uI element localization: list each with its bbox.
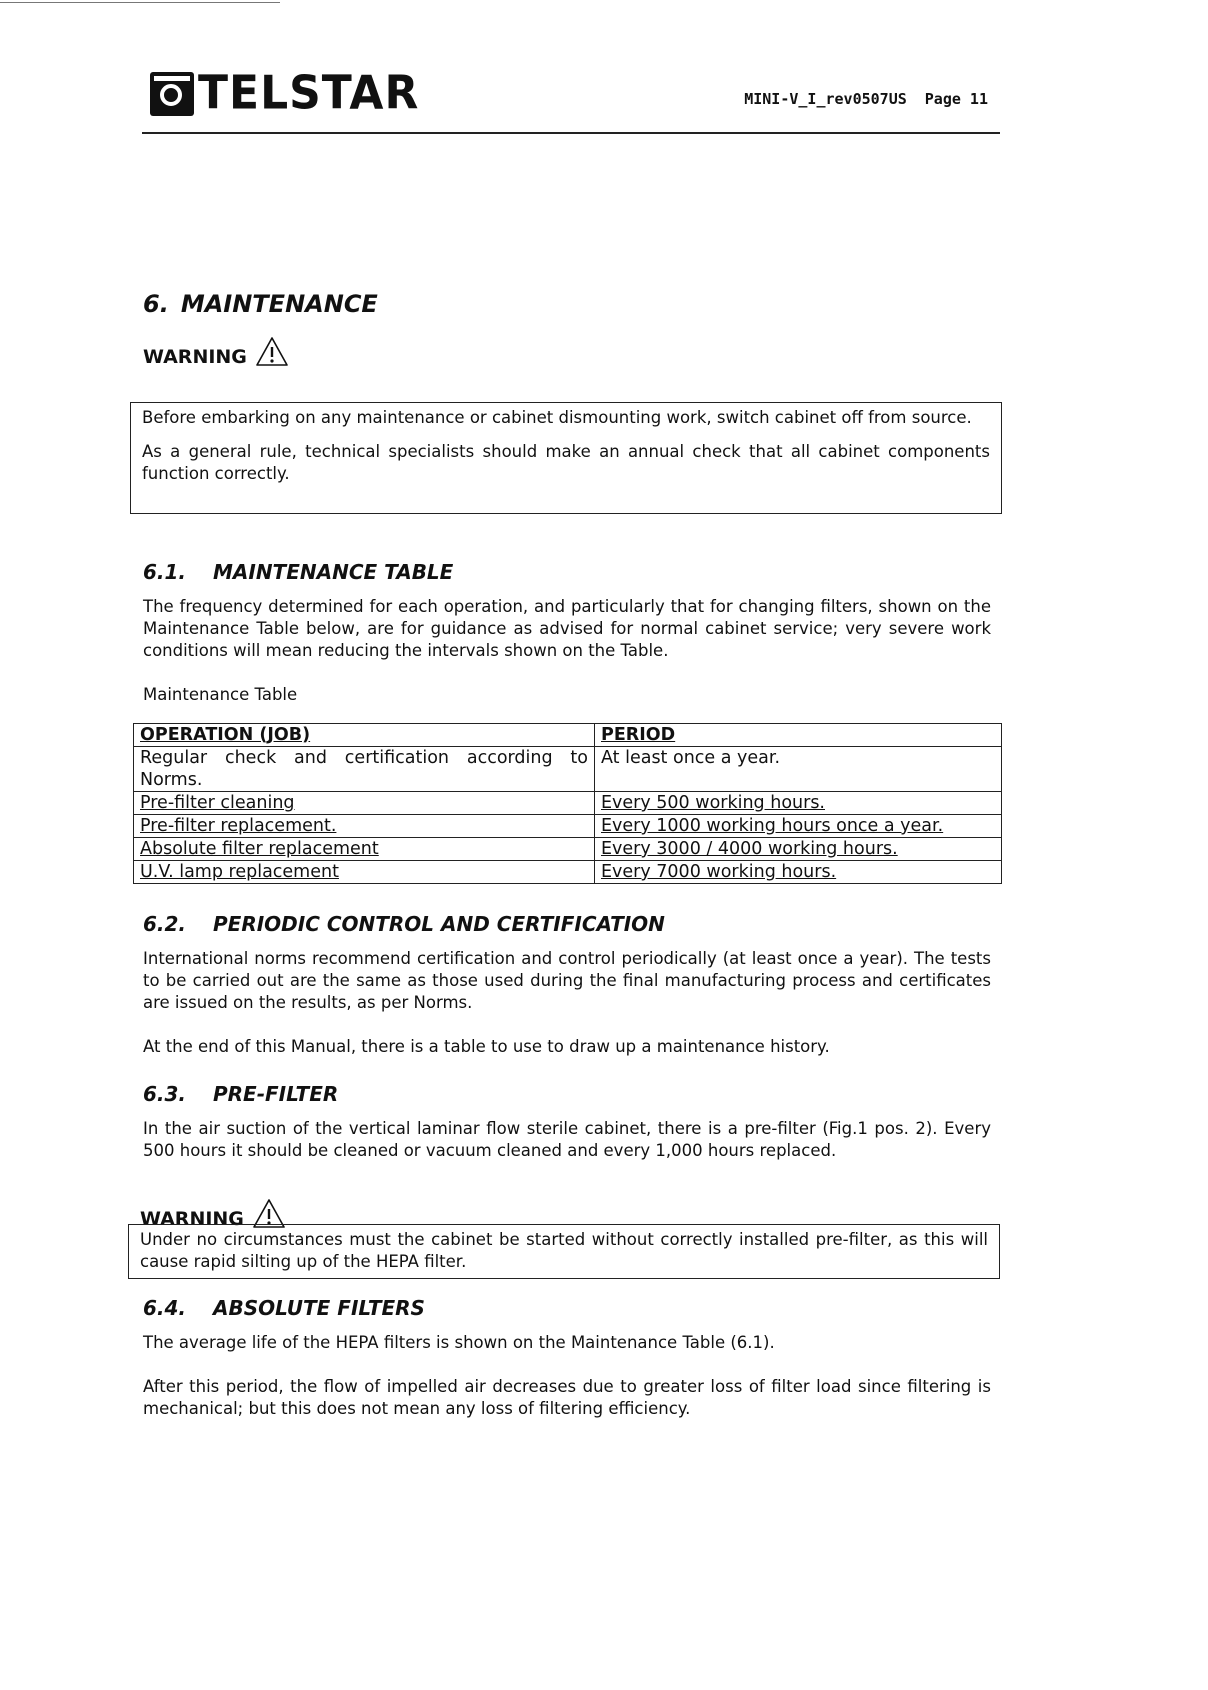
section-heading xyxy=(143,290,378,318)
table-caption: Maintenance Table xyxy=(143,685,298,704)
warning-heading-1 xyxy=(143,336,289,368)
subsection-number: 6.2. xyxy=(143,912,187,936)
operation-cell: Absolute filter replacement xyxy=(134,838,595,861)
subsection-heading-6-2 xyxy=(143,912,665,936)
warning-box-2 xyxy=(128,1224,1000,1279)
column-header: OPERATION (JOB) xyxy=(134,724,595,747)
table-row xyxy=(134,792,1002,815)
subsection-title: PRE-FILTER xyxy=(213,1082,339,1106)
section-number: 6. xyxy=(143,290,169,318)
column-header: PERIOD xyxy=(595,724,1002,747)
paragraph: The average life of the HEPA filters is shown on the Maintenance Table (6.1). xyxy=(143,1333,775,1352)
period-cell: Every 1000 working hours once a year. xyxy=(595,815,1002,838)
operation-cell: Regular check and certification according to Norms. xyxy=(134,747,595,792)
subsection-title: ABSOLUTE FILTERS xyxy=(213,1296,425,1320)
warning-box-1 xyxy=(130,402,1002,514)
page-number: Page 11 xyxy=(924,90,988,108)
subsection-number: 6.1. xyxy=(143,560,187,584)
operation-cell: Pre-filter cleaning xyxy=(134,792,595,815)
subsection-number: 6.4. xyxy=(143,1296,187,1320)
period-cell: Every 500 working hours. xyxy=(595,792,1002,815)
maintenance-table xyxy=(133,723,1002,884)
warning-paragraph: Under no circumstances must the cabinet be started without correctly installed pre-filter, as this will cause rapid silting up of the HEPA filter. xyxy=(140,1230,988,1271)
warning-paragraph: As a general rule, technical specialists should make an annual check that all cabinet components function correctly. xyxy=(142,442,990,483)
table-row xyxy=(134,861,1002,884)
document-reference xyxy=(744,90,988,108)
paragraph: At the end of this Manual, there is a table to use to draw up a maintenance history. xyxy=(143,1037,830,1056)
paragraph: International norms recommend certification and control periodically (at least once a year). The tests to be carried out are the same as those used during the final manufacturing process and certificates are issued on the results, as per Norms. xyxy=(143,949,991,1012)
subsection-heading-6-4 xyxy=(143,1296,425,1320)
warning-label: WARNING xyxy=(140,1208,244,1230)
subsection-heading-6-3 xyxy=(143,1082,338,1106)
period-cell: At least once a year. xyxy=(595,747,1002,792)
operation-cell: U.V. lamp replacement xyxy=(134,861,595,884)
warning-triangle-icon xyxy=(255,336,289,368)
period-cell: Every 3000 / 4000 working hours. xyxy=(595,838,1002,861)
subsection-title: PERIODIC CONTROL AND CERTIFICATION xyxy=(213,912,665,936)
telstar-logo xyxy=(150,68,419,119)
doc-ref-code: MINI-V_I_rev0507US xyxy=(744,90,907,108)
telstar-logo-icon xyxy=(150,72,194,116)
paragraph: The frequency determined for each operation, and particularly that for changing filters, shown on the Maintenance Table below, are for guidance as advised for normal cabinet service; very severe work conditions will mean reducing the intervals shown on the Table. xyxy=(143,597,991,660)
operation-cell: Pre-filter replacement. xyxy=(134,815,595,838)
subsection-heading-6-1 xyxy=(143,560,453,584)
page-header xyxy=(142,58,1000,134)
period-cell: Every 7000 working hours. xyxy=(595,861,1002,884)
logo-text: TELSTAR xyxy=(198,66,420,121)
section-title: MAINTENANCE xyxy=(180,290,378,318)
warning-paragraph: Before embarking on any maintenance or cabinet dismounting work, switch cabinet off from source. xyxy=(142,408,972,427)
paragraph: After this period, the flow of impelled air decreases due to greater loss of filter load since filtering is mechanical; but this does not mean any loss of filtering efficiency. xyxy=(143,1377,991,1418)
subsection-number: 6.3. xyxy=(143,1082,187,1106)
warning-label: WARNING xyxy=(143,346,247,368)
table-row xyxy=(134,815,1002,838)
table-header-row xyxy=(134,724,1002,747)
table-row xyxy=(134,747,1002,792)
paragraph: In the air suction of the vertical laminar flow sterile cabinet, there is a pre-filter (Fig.1 pos. 2). Every 500 hours it should be cleaned or vacuum cleaned and every 1,000 hours replaced. xyxy=(143,1119,991,1160)
table-row xyxy=(134,838,1002,861)
top-rule xyxy=(0,2,280,3)
subsection-title: MAINTENANCE TABLE xyxy=(213,560,454,584)
